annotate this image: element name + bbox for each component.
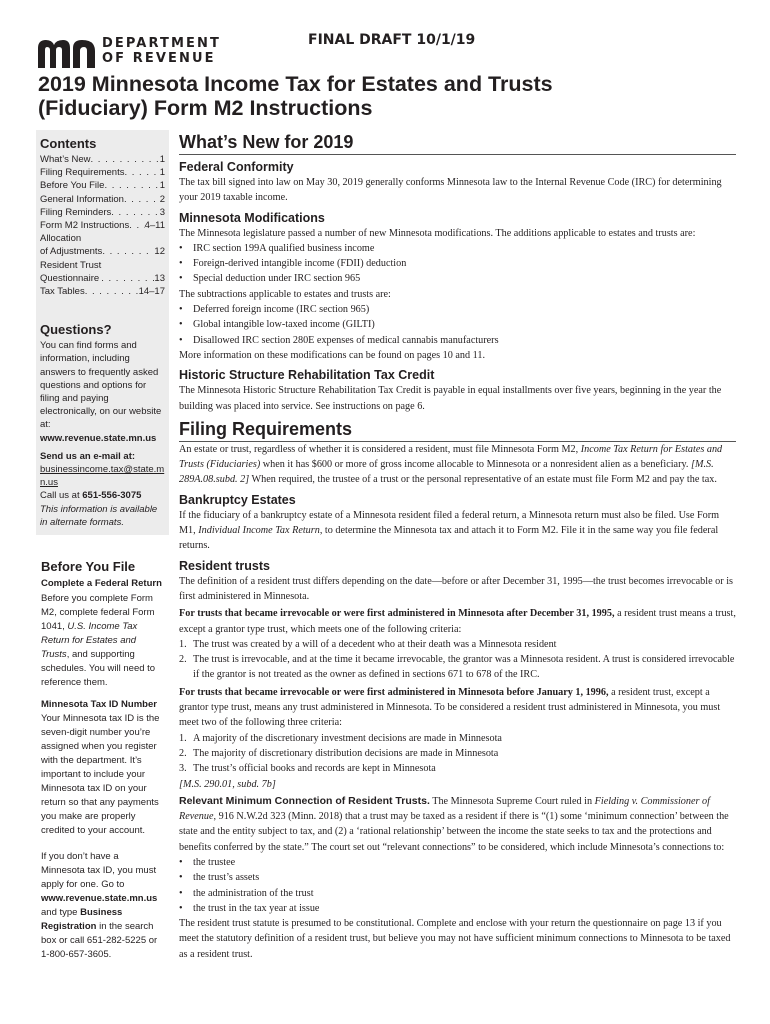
connections-list (179, 855, 736, 916)
toc-page: 1 (159, 154, 165, 165)
citation-text: [M.S. 290.01, subd. 7b] (179, 778, 276, 790)
closing-text: The resident trust statute is presumed to be constitutional. Complete and enclose with your return the questionnaire on page 13 if you meet the statutory definition of a resident trust, but believe you may not have sufficient minimum connections to Minnesota to be taxed as a resident trust. (179, 918, 731, 960)
list-text: The majority of discretionary distribution decisions are made in Minnesota (193, 747, 499, 759)
phone-number: 651-556-3075 (82, 490, 142, 502)
list-number: 2. (179, 654, 187, 666)
call-prefix: Call us at (40, 490, 83, 502)
text: when it has $600 or more of gross income allocable to Minnesota or a nonresident alien as a beneficiary. (260, 459, 691, 471)
subtractions-intro: The subtractions applicable to estates and trusts are: (179, 288, 391, 300)
contents-heading: Contents (40, 136, 97, 151)
toc-label: Form M2 Instructions (40, 220, 130, 232)
list-text: The trust was created by a will of a decedent who at their death was a Minnesota resident (193, 638, 557, 650)
toc-page: 2 (159, 193, 165, 205)
resident-trusts-text: The definition of a resident trust differs depending on the date—before or after December 31, 1995—the trust becomes irrevocable or is first administered in Minnesota. (179, 575, 733, 602)
list-item: • Foreign-derived intangible income (FDII) deduction (179, 256, 736, 271)
email-link[interactable]: businessincome.tax@state.mn.us (40, 464, 165, 489)
list-item: • Disallowed IRC section 280E expenses of medical cannabis manufacturers (179, 333, 736, 348)
before-1996-criteria-list (179, 731, 736, 777)
form-m2-title: Income Tax Return for Estates and Trusts (Fiduciaries) (179, 443, 723, 471)
toc-page: 13 (154, 272, 165, 284)
call-line (40, 489, 165, 502)
filing-requirements-text (179, 442, 736, 488)
questions-heading: Questions? (40, 322, 112, 338)
toc-label: Tax Tables (40, 286, 85, 298)
list-number: 1. (179, 638, 187, 650)
list-text: The trust is irrevocable, and at the time it became irrevocable, the grantor was a Minnesota resident. A trust is considered irrevocable if the grantor is not treated as the owner as defined in sections 671 to 678 of the IRC. (193, 654, 735, 681)
list-number: 1. (179, 732, 187, 744)
text: a resident trust means a trust, except a grantor type trust, which meets one of the following criteria: (179, 608, 736, 635)
toc-label: Before You File (40, 180, 105, 192)
text: a resident trust, except a grantor type trust, means any trust administered in Minnesota. To be considered a resident trust administered in Minnesota, you must meet two of the following three criteria: (179, 686, 721, 729)
title-line-2: (Fiduciary) Form M2 Instructions (38, 96, 373, 120)
federal-conformity-heading: Federal Conformity (179, 160, 294, 174)
toc-label: General Information (40, 193, 124, 205)
after-1995-criteria-list (179, 637, 736, 683)
statute-citation: [M.S. 289A.08.subd. 2] (179, 459, 714, 486)
toc-item (40, 259, 165, 285)
website-link[interactable]: www.revenue.state.mn.us (41, 893, 158, 905)
minnesota-modifications-heading: Minnesota Modifications (179, 210, 325, 225)
bankruptcy-estates-text (179, 508, 736, 554)
text: Before you complete Form M2, complete federal Form 1041, (41, 593, 155, 633)
filing-requirements-heading: Filing Requirements (179, 418, 736, 442)
text: , to determine the Minnesota tax and attach it to Form M2. File it in the same way you file federal returns. (179, 525, 719, 552)
toc-page: 14–17 (138, 286, 165, 298)
resident-trusts-heading: Resident trusts (179, 558, 270, 573)
after-1995-bold: For trusts that became irrevocable or were first administered in Minnesota after December 31, 1995, (179, 608, 615, 620)
statute-citation (179, 777, 736, 792)
subtractions-list (179, 302, 736, 348)
no-tax-id-text (41, 850, 165, 962)
before-you-file-section (36, 535, 169, 962)
draft-label: FINAL DRAFT 10/1/19 (308, 32, 476, 48)
toc-label: Resident Trust Questionnaire (40, 259, 102, 284)
toc-label: What’s New (40, 154, 91, 165)
historic-credit-heading: Historic Structure Rehabilitation Tax Credit (179, 368, 435, 383)
toc-item (40, 193, 165, 206)
business-registration: Business Registration (41, 907, 123, 933)
historic-credit-text: The Minnesota Historic Structure Rehabilitation Tax Credit is payable in equal installments over five years, beginning in the year the building was placed into service. See instructions on page 6. (179, 385, 722, 412)
toc-item (40, 285, 165, 298)
tax-id-heading: Minnesota Tax ID Number (41, 699, 157, 711)
after-1995-text (179, 606, 736, 637)
form-1041-title: U.S. Income Tax Return for Estates and Trusts (41, 621, 138, 661)
text: An estate or trust, regardless of whether it is considered a resident, must file Minnesota Form M2, (179, 443, 581, 455)
list-item: • the trust’s assets (179, 870, 736, 885)
list-item (179, 746, 736, 761)
minnesota-modifications-text: The Minnesota legislature passed a number of new Minnesota modifications. The additions applicable to estates and trusts are: (179, 227, 696, 239)
title-line-1: 2019 Minnesota Income Tax for Estates and Trusts (38, 72, 553, 96)
main-content (179, 131, 736, 962)
text: in the search box or call 651-282-5225 or 1-800-657-3605. (41, 921, 158, 961)
list-item: • IRC section 199A qualified business income (179, 241, 736, 256)
text: , 916 N.W.2d 323 (Minn. 2018) that a trust may be taxed as a resident if there is “(1) some ‘minimum connection’ between the state and the entity subject to tax, and (2) a ‘rational relationship’ between the income the state seeks to tax and the protections and benefits conferred by the state.” The court set out “relevant connections” to be considered, which include Minnesota’s connections to: (179, 811, 729, 853)
toc-page: 4–11 (144, 220, 165, 232)
list-item: • Deferred foreign income (IRC section 965) (179, 302, 736, 317)
email-label: Send us an e-mail at: (40, 450, 136, 462)
list-item: • the administration of the trust (179, 886, 736, 901)
toc-label: Allocation of Adjustments (40, 233, 103, 258)
table-of-contents (40, 153, 165, 298)
form-m1-title: Individual Income Tax Return (198, 525, 320, 537)
text: If the fiduciary of a bankruptcy estate of a Minnesota resident filed a federal return, a Minnesota return must also be filed. Use Form M1, (179, 509, 720, 537)
questions-text: You can find forms and information, including answers to frequently asked questions and options for filing and paying electronically, on our website at: (40, 340, 162, 431)
federal-conformity-text: The tax bill signed into law on May 30, 2019 generally conforms Minnesota law to the Internal Revenue Code (IRC) for determining your 2019 taxable income. (179, 177, 722, 204)
text: If you don’t have a Minnesota tax ID, you must apply for one. Go to (41, 851, 157, 891)
department-of-revenue-logo (38, 36, 238, 72)
mn-logo-icon (38, 38, 96, 68)
toc-item (40, 219, 165, 232)
toc-page: 3 (159, 206, 165, 218)
text: The Minnesota Supreme Court ruled in (429, 795, 595, 807)
tax-id-text: Your Minnesota tax ID is the seven-digit number you’re assigned when you register with the department. It’s important to include your Minnesota tax ID on your return so that any payments you make are properly credited to your account. (41, 713, 160, 837)
before-1996-bold: For trusts that became irrevocable or were first administered in Minnesota before January 1, 1996, (179, 686, 609, 698)
more-info-text: More information on these modifications can be found on pages 10 and 11. (179, 349, 486, 361)
bankruptcy-estates-heading: Bankruptcy Estates (179, 492, 296, 507)
toc-item (40, 206, 165, 219)
additions-list (179, 241, 736, 287)
whats-new-heading: What’s New for 2019 (179, 131, 736, 155)
toc-item (40, 232, 165, 258)
sidebar (36, 130, 169, 962)
complete-federal-heading: Complete a Federal Return (41, 578, 162, 590)
list-text: A majority of the discretionary investment decisions are made in Minnesota (193, 732, 502, 744)
before-1996-text (179, 685, 736, 731)
list-number: 3. (179, 763, 187, 775)
list-item: • Special deduction under IRC section 965 (179, 271, 736, 286)
list-item: • Global intangible low-taxed income (GILTI) (179, 317, 736, 332)
list-number: 2. (179, 747, 187, 759)
list-item (179, 731, 736, 746)
list-text: The trust’s official books and records are kept in Minnesota (193, 763, 436, 775)
list-item (179, 761, 736, 776)
toc-item (40, 179, 165, 192)
alternate-formats-note: This information is available in alternate formats. (40, 503, 158, 528)
toc-item (40, 153, 165, 166)
logo-line-1: DEPARTMENT (102, 36, 221, 51)
toc-page: 1 (159, 167, 165, 179)
toc-label: Filing Requirements (40, 167, 125, 179)
relevant-connection-bold: Relevant Minimum Connection of Resident Trusts. (179, 794, 430, 807)
list-item (179, 637, 736, 652)
website-link[interactable]: www.revenue.state.mn.us (40, 432, 157, 444)
logo-line-2: OF REVENUE (102, 51, 216, 66)
list-item: • the trust in the tax year at issue (179, 901, 736, 916)
before-you-file-text (41, 592, 165, 690)
text: and type (41, 907, 81, 919)
page-title (38, 72, 553, 120)
text: , and supporting schedules. You will need to reference them. (41, 649, 156, 689)
toc-label: Filing Reminders (40, 206, 112, 218)
contents-box (36, 130, 169, 535)
text: When required, the trustee of a trust or the personal representative of an estate must file Form M2 and pay the tax. (249, 474, 717, 486)
list-item (179, 652, 736, 683)
relevant-connection-text (179, 794, 736, 855)
toc-page: 12 (154, 246, 165, 258)
case-name: Fielding v. Commissioner of Revenue (179, 795, 710, 823)
list-item: • the trustee (179, 855, 736, 870)
toc-page: 1 (159, 180, 165, 192)
before-you-file-heading: Before You File (41, 559, 136, 575)
toc-item (40, 166, 165, 179)
